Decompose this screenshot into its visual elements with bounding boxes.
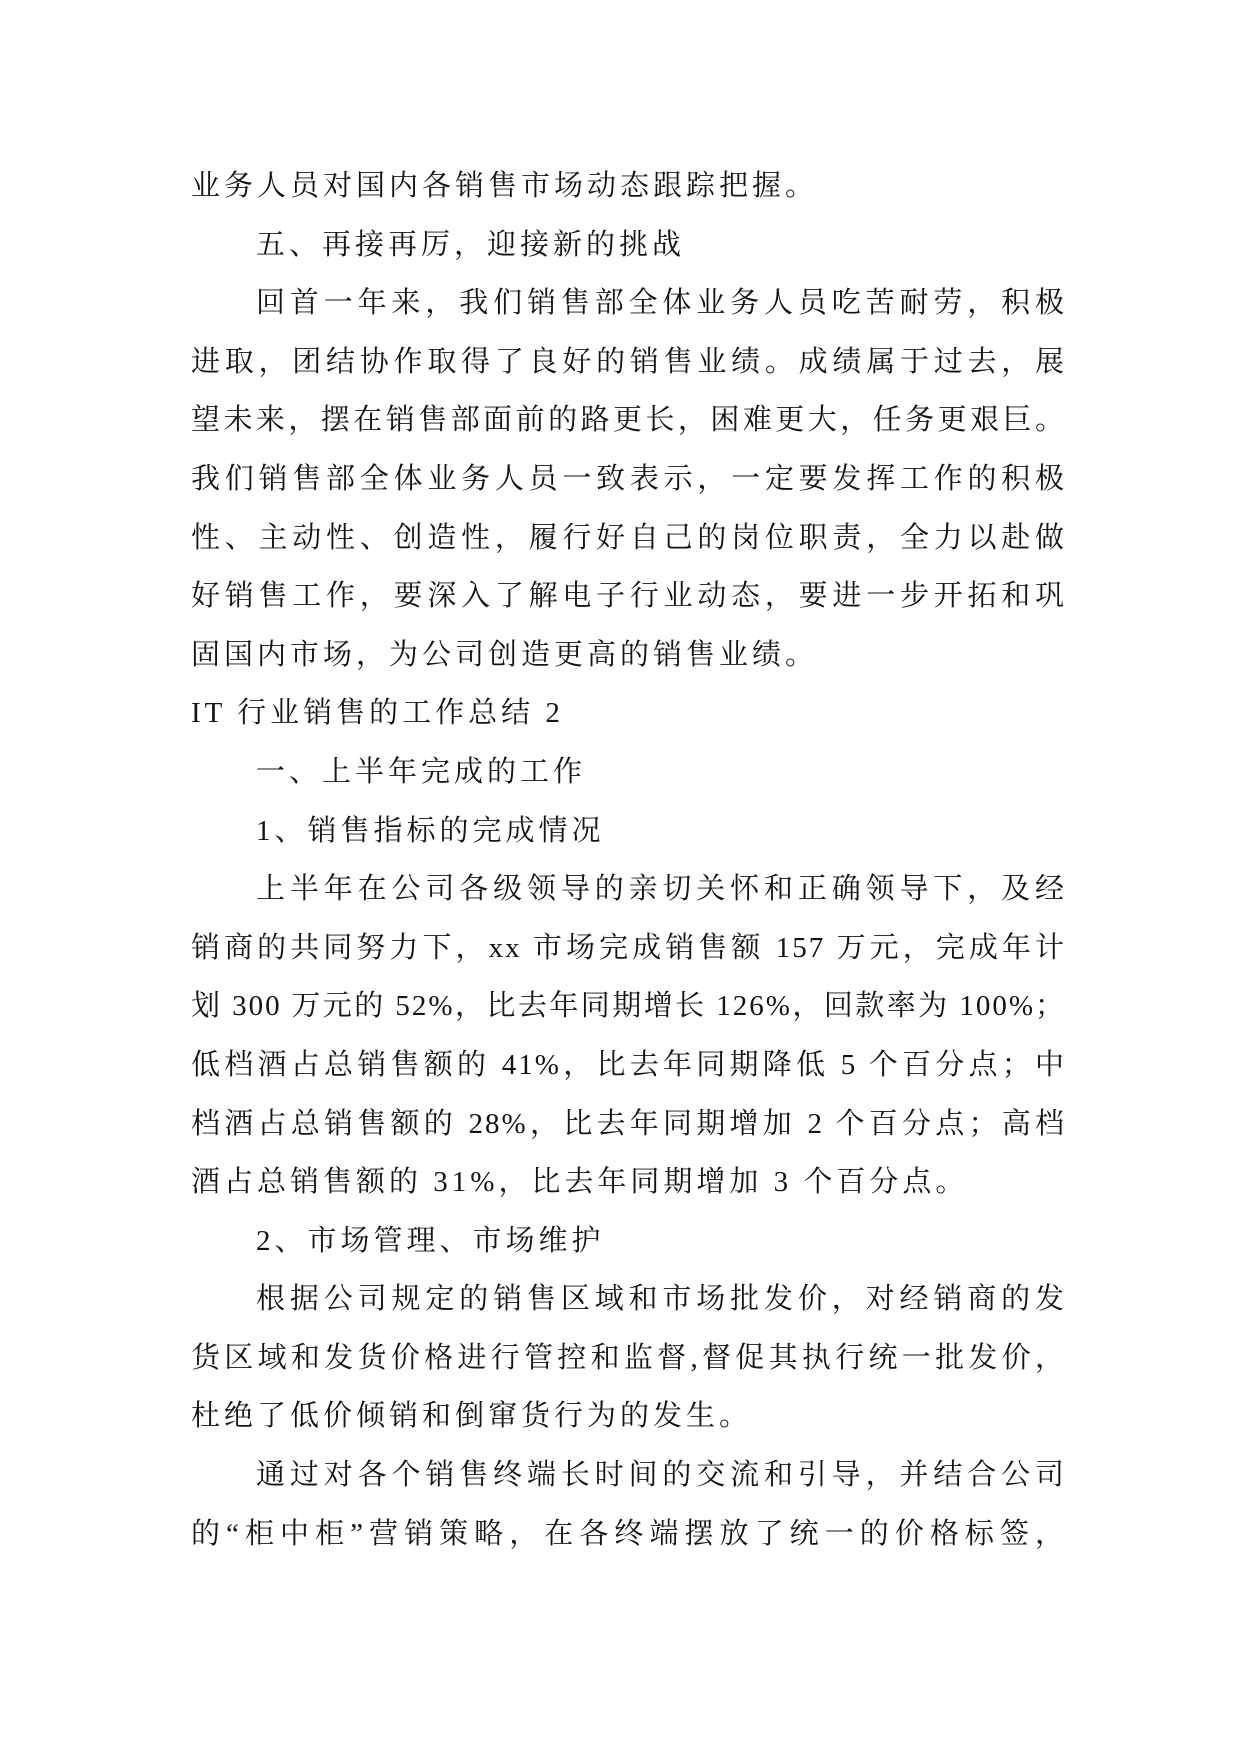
subsection-heading: 2、市场管理、市场维护 xyxy=(256,1224,605,1257)
paragraph-line: 划 300 万元的 52%，比去年同期增长 126%，回款率为 100%； xyxy=(191,990,1066,1023)
paragraph-line: 业务人员对国内各销售市场动态跟踪把握。 xyxy=(191,170,819,202)
paragraph-line: 根据公司规定的销售区域和市场批发价，对经销商的发 xyxy=(256,1283,1066,1316)
article-title: IT 行业销售的工作总结 2 xyxy=(191,697,564,730)
paragraph-line: 销商的共同努力下，xx 市场完成销售额 157 万元，完成年计 xyxy=(191,931,1066,964)
paragraph-line: 回首一年来，我们销售部全体业务人员吃苦耐劳，积极 xyxy=(256,287,1066,320)
document-page xyxy=(191,157,1066,1563)
paragraph-line: 上半年在公司各级领导的亲切关怀和正确领导下，及经 xyxy=(256,873,1066,906)
paragraph-line: 的“柜中柜”营销策略，在各终端摆放了统一的价格标签， xyxy=(191,1517,1066,1550)
subsection-heading: 1、销售指标的完成情况 xyxy=(256,814,605,847)
paragraph-line: 望未来，摆在销售部面前的路更长，困难更大，任务更艰巨。 xyxy=(191,404,1066,437)
section-heading: 五、再接再厉，迎接新的挑战 xyxy=(256,228,686,261)
paragraph-line: 通过对各个销售终端长时间的交流和引导，并结合公司 xyxy=(256,1459,1066,1492)
section-heading: 一、上半年完成的工作 xyxy=(256,755,587,788)
paragraph-line: 低档酒占总销售额的 41%，比去年同期降低 5 个百分点；中 xyxy=(191,1048,1066,1081)
paragraph-line: 货区域和发货价格进行管控和监督,督促其执行统一批发价， xyxy=(191,1341,1066,1374)
paragraph-line: 档酒占总销售额的 28%，比去年同期增加 2 个百分点；高档 xyxy=(191,1107,1066,1140)
paragraph-line: 杜绝了低价倾销和倒窜货行为的发生。 xyxy=(191,1400,753,1433)
paragraph-line: 性、主动性、创造性，履行好自己的岗位职责，全力以赴做 xyxy=(191,521,1066,554)
paragraph-line: 固国内市场，为公司创造更高的销售业绩。 xyxy=(191,638,819,671)
paragraph-line: 进取，团结协作取得了良好的销售业绩。成绩属于过去，展 xyxy=(191,345,1066,378)
paragraph-line: 酒占总销售额的 31%，比去年同期增加 3 个百分点。 xyxy=(191,1166,969,1199)
paragraph-line: 我们销售部全体业务人员一致表示，一定要发挥工作的积极 xyxy=(191,462,1066,495)
paragraph-line: 好销售工作，要深入了解电子行业动态，要进一步开拓和巩 xyxy=(191,580,1066,613)
